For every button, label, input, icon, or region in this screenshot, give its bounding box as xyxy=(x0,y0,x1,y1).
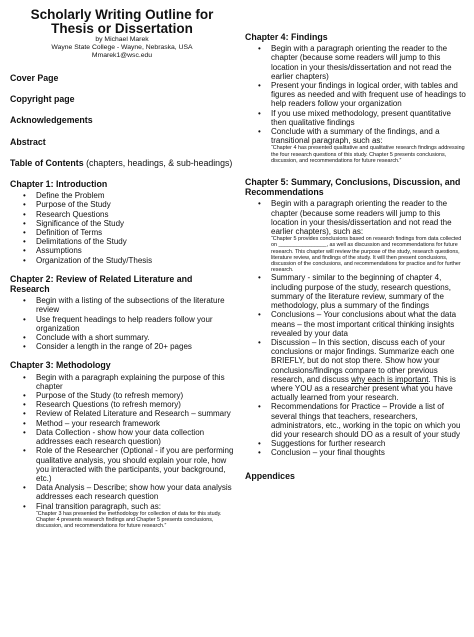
chapter4-list xyxy=(245,44,467,164)
list-item: • Discussion – In this section, discuss each of your conclusions or major findings. Summarize each one BRIEFLY, but do not stop there. Show how your conclusions/findings compare to other previous research, and discuss why each is important. This is where YOU as a researcher present what you have actually learned from your research. xyxy=(245,338,467,402)
chapter5-heading: Chapter 5: Summary, Conclusions, Discussion, and Recommendations xyxy=(245,177,461,198)
right-column xyxy=(245,0,467,481)
list-item: • Conclusion – your final thoughts xyxy=(245,448,467,457)
toc-heading: Table of Contents (chapters, headings, & sub-headings) xyxy=(10,157,233,168)
chapter3-heading: Chapter 3: Methodology xyxy=(10,360,111,371)
list-item: • Conclude with a short summary. xyxy=(10,333,234,342)
list-item: • If you use mixed methodology, present quantitative then qualitative findings xyxy=(245,109,467,127)
list-item: • Begin with a paragraph orienting the reader to the chapter (because some readers will jump to this location in your thesis/dissertation and not read the earlier chapters) xyxy=(245,44,467,81)
list-item: • Organization of the Study/Thesis xyxy=(10,256,234,265)
cover-page-heading: Cover Page xyxy=(10,73,59,83)
list-item: • Delimitations of the Study xyxy=(10,237,234,246)
list-item: • Use frequent headings to help readers follow your organization xyxy=(10,315,234,333)
list-item: • Recommendations for Practice – Provide a list of several things that teachers, researchers, administrators, etc., working in the topic on which you did your research should DO as a result of your study xyxy=(245,402,467,439)
list-item: • Begin with a paragraph orienting the reader to the chapter (because some readers will jump to this location in your thesis/dissertation and not read the earlier chapters), such as: “Chapter 5 provides conclusions based on research findings from data collected on ________________, as well as discussion and recommendations for future research. This chapter will review the purpose of the study, research questions, literature review, and findings of the study. It will then present conclusions, discussion of the conclusions, and recommendations for practice and for further research. xyxy=(245,199,467,273)
copyright-heading: Copyright page xyxy=(10,94,75,105)
chapter4-heading: Chapter 4: Findings xyxy=(245,32,328,42)
email-line: Mmarek1@wsc.edu xyxy=(91,52,153,59)
chapter2-list xyxy=(10,296,234,351)
list-item: • Assumptions xyxy=(10,246,234,255)
abstract-heading: Abstract xyxy=(10,136,46,147)
list-item: • Final transition paragraph, such as: “Chapter 3 has presented the methodology for collection of data for this study. Chapter 4 presents research findings and Chapter 5 presents conclusions, discussion, and recommendations for future research.” xyxy=(10,502,234,530)
list-item: • Consider a length in the range of 20+ pages xyxy=(10,342,234,351)
list-item: • Conclude with a summary of the findings, and a transitional paragraph, such as: “Chapter 4 has presented qualitative and qualitative research findings addressing the four research questions of this study. Chapter 5 presents conclusions, discussion, and recommendations for future research.” xyxy=(245,127,467,164)
chapter3-list xyxy=(10,373,234,530)
transition-quote: “Chapter 4 has presented qualitative and qualitative research findings addressing the four research questions of this study. Chapter 5 presents conclusions, discussion, and recommendations for future research.” xyxy=(271,145,465,164)
author-line: by Michael Marek xyxy=(95,36,149,43)
chapter5-list xyxy=(245,199,467,457)
chapter1-heading: Chapter 1: Introduction xyxy=(10,179,108,190)
chapter1-list xyxy=(10,191,234,265)
list-item: • Begin with a listing of the subsections of the literature review xyxy=(10,296,234,314)
list-item: • Purpose of the Study xyxy=(10,200,234,209)
list-item: • Data Analysis – Describe; show how your data analysis addresses each research question xyxy=(10,483,234,501)
list-item: • Data Collection - show how your data collection addresses each research question) xyxy=(10,428,234,446)
acknowledgements-heading: Acknowledgements xyxy=(10,115,93,126)
list-item: • Summary - similar to the beginning of chapter 4, including purpose of the study, research questions, summary of the literature review, summary of the methodology, plus a summary of the findings xyxy=(245,273,467,310)
list-item: • Method – your research framework xyxy=(10,419,234,428)
chapter2-heading: Chapter 2: Review of Related Literature and Research xyxy=(10,273,193,295)
transition-quote: “Chapter 3 has presented the methodology for collection of data for this study. Chapter 4 presents research findings and Chapter 5 presents conclusions, discussion, and recommendations for future research.” xyxy=(36,510,222,530)
list-item: • Purpose of the Study (to refresh memory) xyxy=(10,391,234,400)
list-item: • Research Questions (to refresh memory) xyxy=(10,400,234,409)
transition-quote: “Chapter 5 provides conclusions based on research findings from data collected on ________________, as well as discussion and recommendations for future research. This chapter will review the purpose of the study, research questions, literature review, and findings of the study. It will then present conclusions, discussion of the conclusions, and recommendations for practice and for further research. xyxy=(271,236,462,274)
list-item: • Define the Problem xyxy=(10,191,234,200)
list-item: • Conclusions – Your conclusions about what the data means – the most important critical thinking insights revealed by your data xyxy=(245,310,467,338)
list-item: • Present your findings in logical order, with tables and figures as needed and with frequent use of headings to help readers follow your organization xyxy=(245,81,467,109)
list-item: • Research Questions xyxy=(10,210,234,219)
affiliation-line: Wayne State College - Wayne, Nebraska, USA xyxy=(51,44,193,51)
list-item: • Role of the Researcher (Optional - if you are performing qualitative analysis, you should explain your role, how you interacted with the participants, your background, etc.) xyxy=(10,446,234,483)
document-title: Scholarly Writing Outline for Thesis or Dissertation xyxy=(30,7,214,36)
list-item: • Begin with a paragraph explaining the purpose of this chapter xyxy=(10,373,234,391)
list-item: • Definition of Terms xyxy=(10,228,234,237)
left-column xyxy=(10,0,234,529)
list-item: • Review of Related Literature and Research – summary xyxy=(10,409,234,418)
list-item: • Suggestions for further research xyxy=(245,439,467,448)
appendices-heading: Appendices xyxy=(245,470,295,481)
list-item: • Significance of the Study xyxy=(10,219,234,228)
